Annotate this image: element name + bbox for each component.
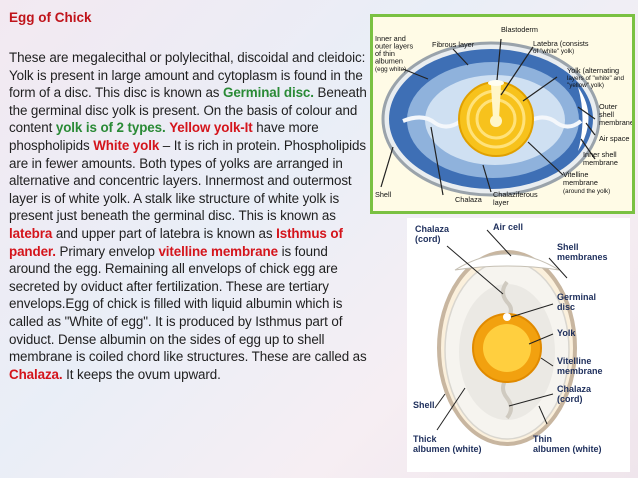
blastoderm-shape — [488, 80, 504, 86]
label-shell: Shell — [375, 190, 392, 199]
body-text-run: Beneath the germinal disc yolk is present. On the basis of colour and content — [9, 85, 367, 136]
label-shell-2: Shell — [413, 400, 435, 410]
slide-title: Egg of Chick — [9, 10, 92, 25]
latebra-core — [490, 115, 502, 127]
label-chalaza-top: Chalaza (cord) — [415, 224, 450, 244]
label-shell-membranes: Shell membranes — [557, 242, 608, 262]
label-chalaza: Chalaza — [455, 195, 482, 204]
highlight-term: White yolk — [93, 137, 160, 153]
body-text-run: is found around the egg. Remaining all envelops of chick egg are secreted by oviduct after fertilization. These are tertiary envelops.Egg of chick is filled with liquid albumin which is called as "White of egg". It is produced by Isthmus part of oviduct. Dense albumin on the sides of egg up to shell membrane is coiled chord like structures. These are called as — [9, 243, 367, 365]
body-text-run: have more phospholipids — [9, 120, 319, 153]
label-yolk: Yolk (alternating layers of "white" and "yellow" yolk) — [567, 66, 624, 89]
egg-vertical-diagram — [407, 218, 630, 472]
body-text-run: Primary envelop — [55, 243, 159, 259]
label-vitelline-2: Vitelline membrane — [557, 356, 603, 376]
label-latebra: Latebra (consists of "white" yolk) — [533, 39, 589, 55]
label-germinal-disc: Germinal disc — [557, 292, 597, 312]
egg-structure-diagram — [370, 14, 635, 214]
highlight-term: latebra — [9, 225, 53, 241]
highlight-term: Isthmus of pander. — [9, 225, 343, 259]
highlight-term: Yellow yolk-It — [169, 120, 253, 136]
highlight-term: Germinal disc. — [223, 85, 314, 101]
body-text-run: – It is rich in protein. Phospholipids are in fewer amounts. Both types of yolks are arranged in alternative and concentric layers. Innermost and outermost layer is of white yolk. A stalk like structure of white yolk is present just beneath the germinal disc. This is known as — [9, 137, 366, 224]
label-yolk-2: Yolk — [557, 328, 576, 338]
label-inner-shell-membrane: Inner shell membrane — [583, 150, 618, 167]
label-fibrous-layer: Fibrous layer — [432, 40, 475, 49]
label-blastoderm: Blastoderm — [501, 25, 538, 34]
egg-structure-svg — [373, 17, 632, 211]
label-air-cell: Air cell — [493, 222, 524, 232]
yolk-inner — [483, 324, 531, 372]
highlight-term: vitelline membrane — [158, 243, 278, 259]
germinal-disc-shape — [503, 313, 511, 321]
label-air-space: Air space — [599, 134, 630, 143]
body-text-run: and upper part of latebra is known as — [52, 225, 277, 241]
label-chalaza-bottom: Chalaza (cord) — [557, 384, 592, 404]
egg-vertical-svg — [407, 218, 630, 472]
label-vitelline-membrane: Vitelline membrane (around the yolk) — [563, 170, 611, 195]
label-thick-albumen: Thick albumen (white) — [413, 434, 482, 454]
highlight-term: Chalaza. — [9, 366, 63, 382]
body-paragraph — [9, 49, 369, 383]
label-chalaziferous-layer: Chalaziferous layer — [493, 190, 538, 207]
body-text-run: These are megalecithal or polylecithal, discoidal and cleidoic: Yolk is present in large amount and cytoplasm is found in the form of a disc. This disc is known as — [9, 50, 366, 101]
label-thin-albumen: Thin albumen (white) — [533, 434, 602, 454]
label-inner-outer: Inner and outer layers of thin albumen (egg white) — [375, 34, 414, 73]
highlight-term: yolk is of 2 types. — [55, 120, 166, 136]
label-outer-shell-membrane: Outer shell membrane — [599, 102, 632, 127]
body-text-run: It keeps the ovum upward. — [62, 366, 221, 382]
